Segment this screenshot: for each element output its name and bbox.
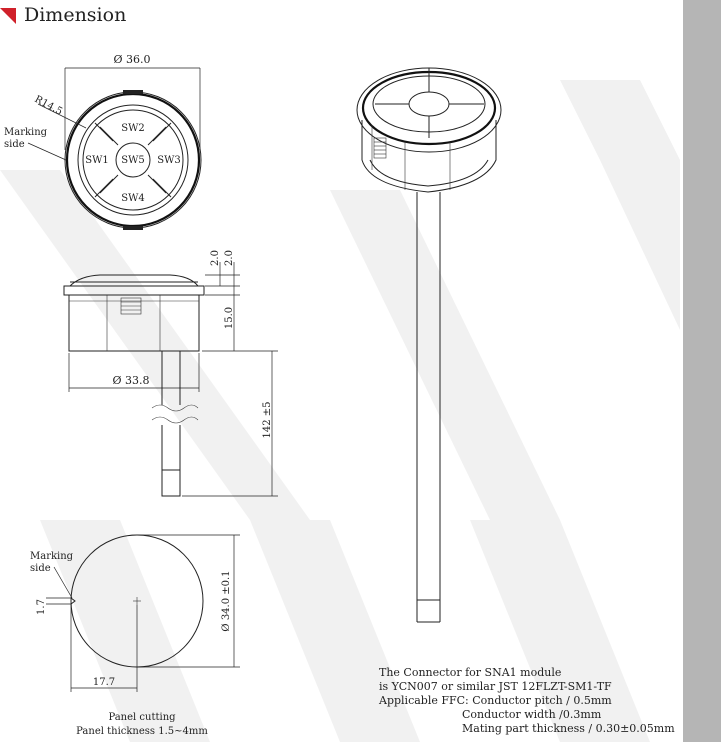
- switch-label-sw5: SW5: [121, 155, 145, 166]
- dim-top-gap-b: 2.0: [224, 250, 235, 266]
- top-diameter-label: Ø 36.0: [113, 53, 151, 66]
- switch-label-sw3: SW3: [157, 155, 181, 166]
- note-line-5: Mating part thickness / 0.30±0.05mm: [462, 722, 675, 735]
- background-watermark: [0, 80, 680, 742]
- dim-body-diameter: Ø 33.8: [112, 374, 150, 387]
- dim-cut-diameter: Ø 34.0 ±0.1: [221, 570, 232, 632]
- dim-notch-offset: 1.7: [36, 599, 47, 615]
- iso-center-button: [409, 92, 449, 116]
- radius-label: R14.5: [32, 93, 65, 118]
- panel-marking-label-line2: side: [30, 563, 51, 574]
- dim-top-gap-a: 2.0: [210, 250, 221, 266]
- note-line-1: The Connector for SNA1 module: [379, 666, 562, 679]
- marking-side-label-line2: side: [4, 139, 25, 150]
- switch-label-sw1: SW1: [85, 155, 109, 166]
- panel-marking-label-line1: Marking: [30, 551, 74, 562]
- switch-label-sw4: SW4: [121, 193, 145, 204]
- dim-cable-length: 142 ±5: [262, 401, 273, 439]
- switch-label-sw2: SW2: [121, 123, 145, 134]
- marking-side-label-line1: Marking: [4, 127, 48, 138]
- panel-caption-line2: Panel thickness 1.5~4mm: [76, 726, 208, 737]
- section-title: Dimension: [24, 4, 127, 26]
- note-line-3: Applicable FFC: Conductor pitch / 0.5mm: [379, 694, 612, 707]
- dim-body-height: 15.0: [224, 306, 235, 330]
- note-line-2: is YCN007 or similar JST 12FLZT-SM1-TF: [379, 680, 612, 693]
- dim-cut-width: 17.7: [92, 677, 116, 688]
- note-line-4: Conductor width /0.3mm: [462, 708, 602, 721]
- panel-caption-line1: Panel cutting: [108, 712, 176, 723]
